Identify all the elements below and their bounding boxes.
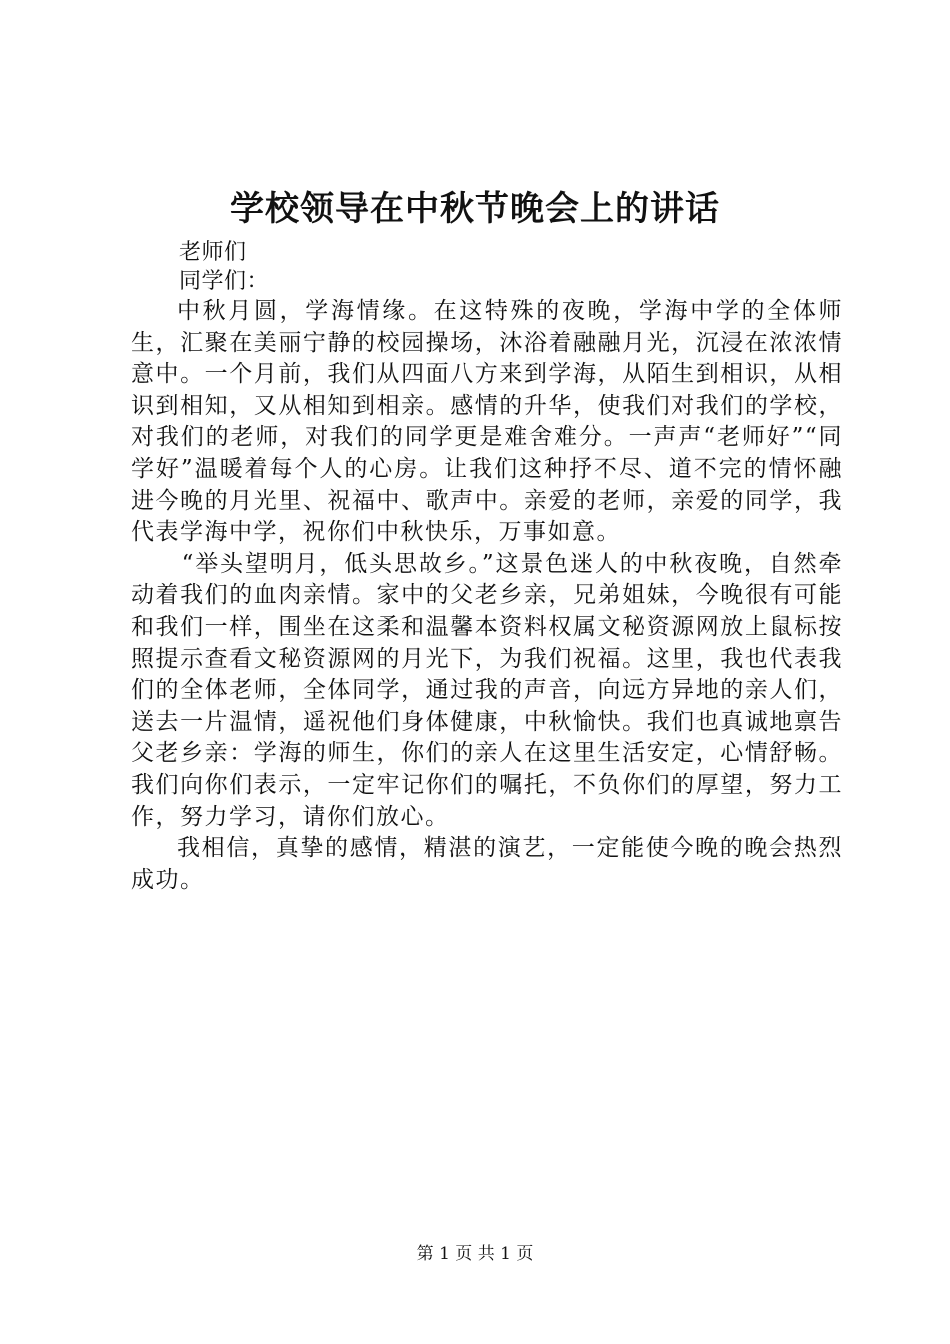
- document-title: 学校领导在中秋节晚会上的讲话: [230, 189, 720, 229]
- document-body: [131, 238, 843, 896]
- paragraph-1: 中秋月圆，学海情缘。在这特殊的夜晚，学海中学的全体师生，汇聚在美丽宁静的校园操场，沐浴着融融月光，沉浸在浓浓情意中。一个月前，我们从四面八方来到学海，从陌生到相识，从相识到相知，又从相知到相亲。感情的升华，使我们对我们的学校，对我们的老师，对我们的同学更是难舍难分。一声声“老师好”“同学好”温暖着每个人的心房。让我们这种抒不尽、道不完的情怀融进今晚的月光里、祝福中、歌声中。亲爱的老师，亲爱的同学，我代表学海中学，祝你们中秋快乐，万事如意。: [131, 298, 843, 546]
- page-footer: 第 1 页 共 1 页: [416, 1244, 534, 1264]
- paragraph-3: 我相信，真挚的感情，精湛的演艺，一定能使今晚的晚会热烈成功。: [131, 835, 843, 893]
- salutation-students: 同学们：: [179, 269, 270, 294]
- salutation-teachers: 老师们: [179, 240, 247, 265]
- paragraph-2: “举头望明月，低头思故乡。”这景色迷人的中秋夜晚，自然牵动着我们的血肉亲情。家中的父老乡亲，兄弟姐妹，今晚很有可能和我们一样，围坐在这柔和温馨本资料权属文秘资源网放上鼠标按照提示查看文秘资源网的月光下，为我们祝福。这里，我也代表我们的全体老师，全体同学，通过我的声音，向远方异地的亲人们，送去一片温情，遥祝他们身体健康，中秋愉快。我们也真诚地禀告父老乡亲：学海的师生，你们的亲人在这里生活安定，心情舒畅。我们向你们表示，一定牢记你们的嘱托，不负你们的厚望，努力工作，努力学习，请你们放心。: [131, 550, 843, 830]
